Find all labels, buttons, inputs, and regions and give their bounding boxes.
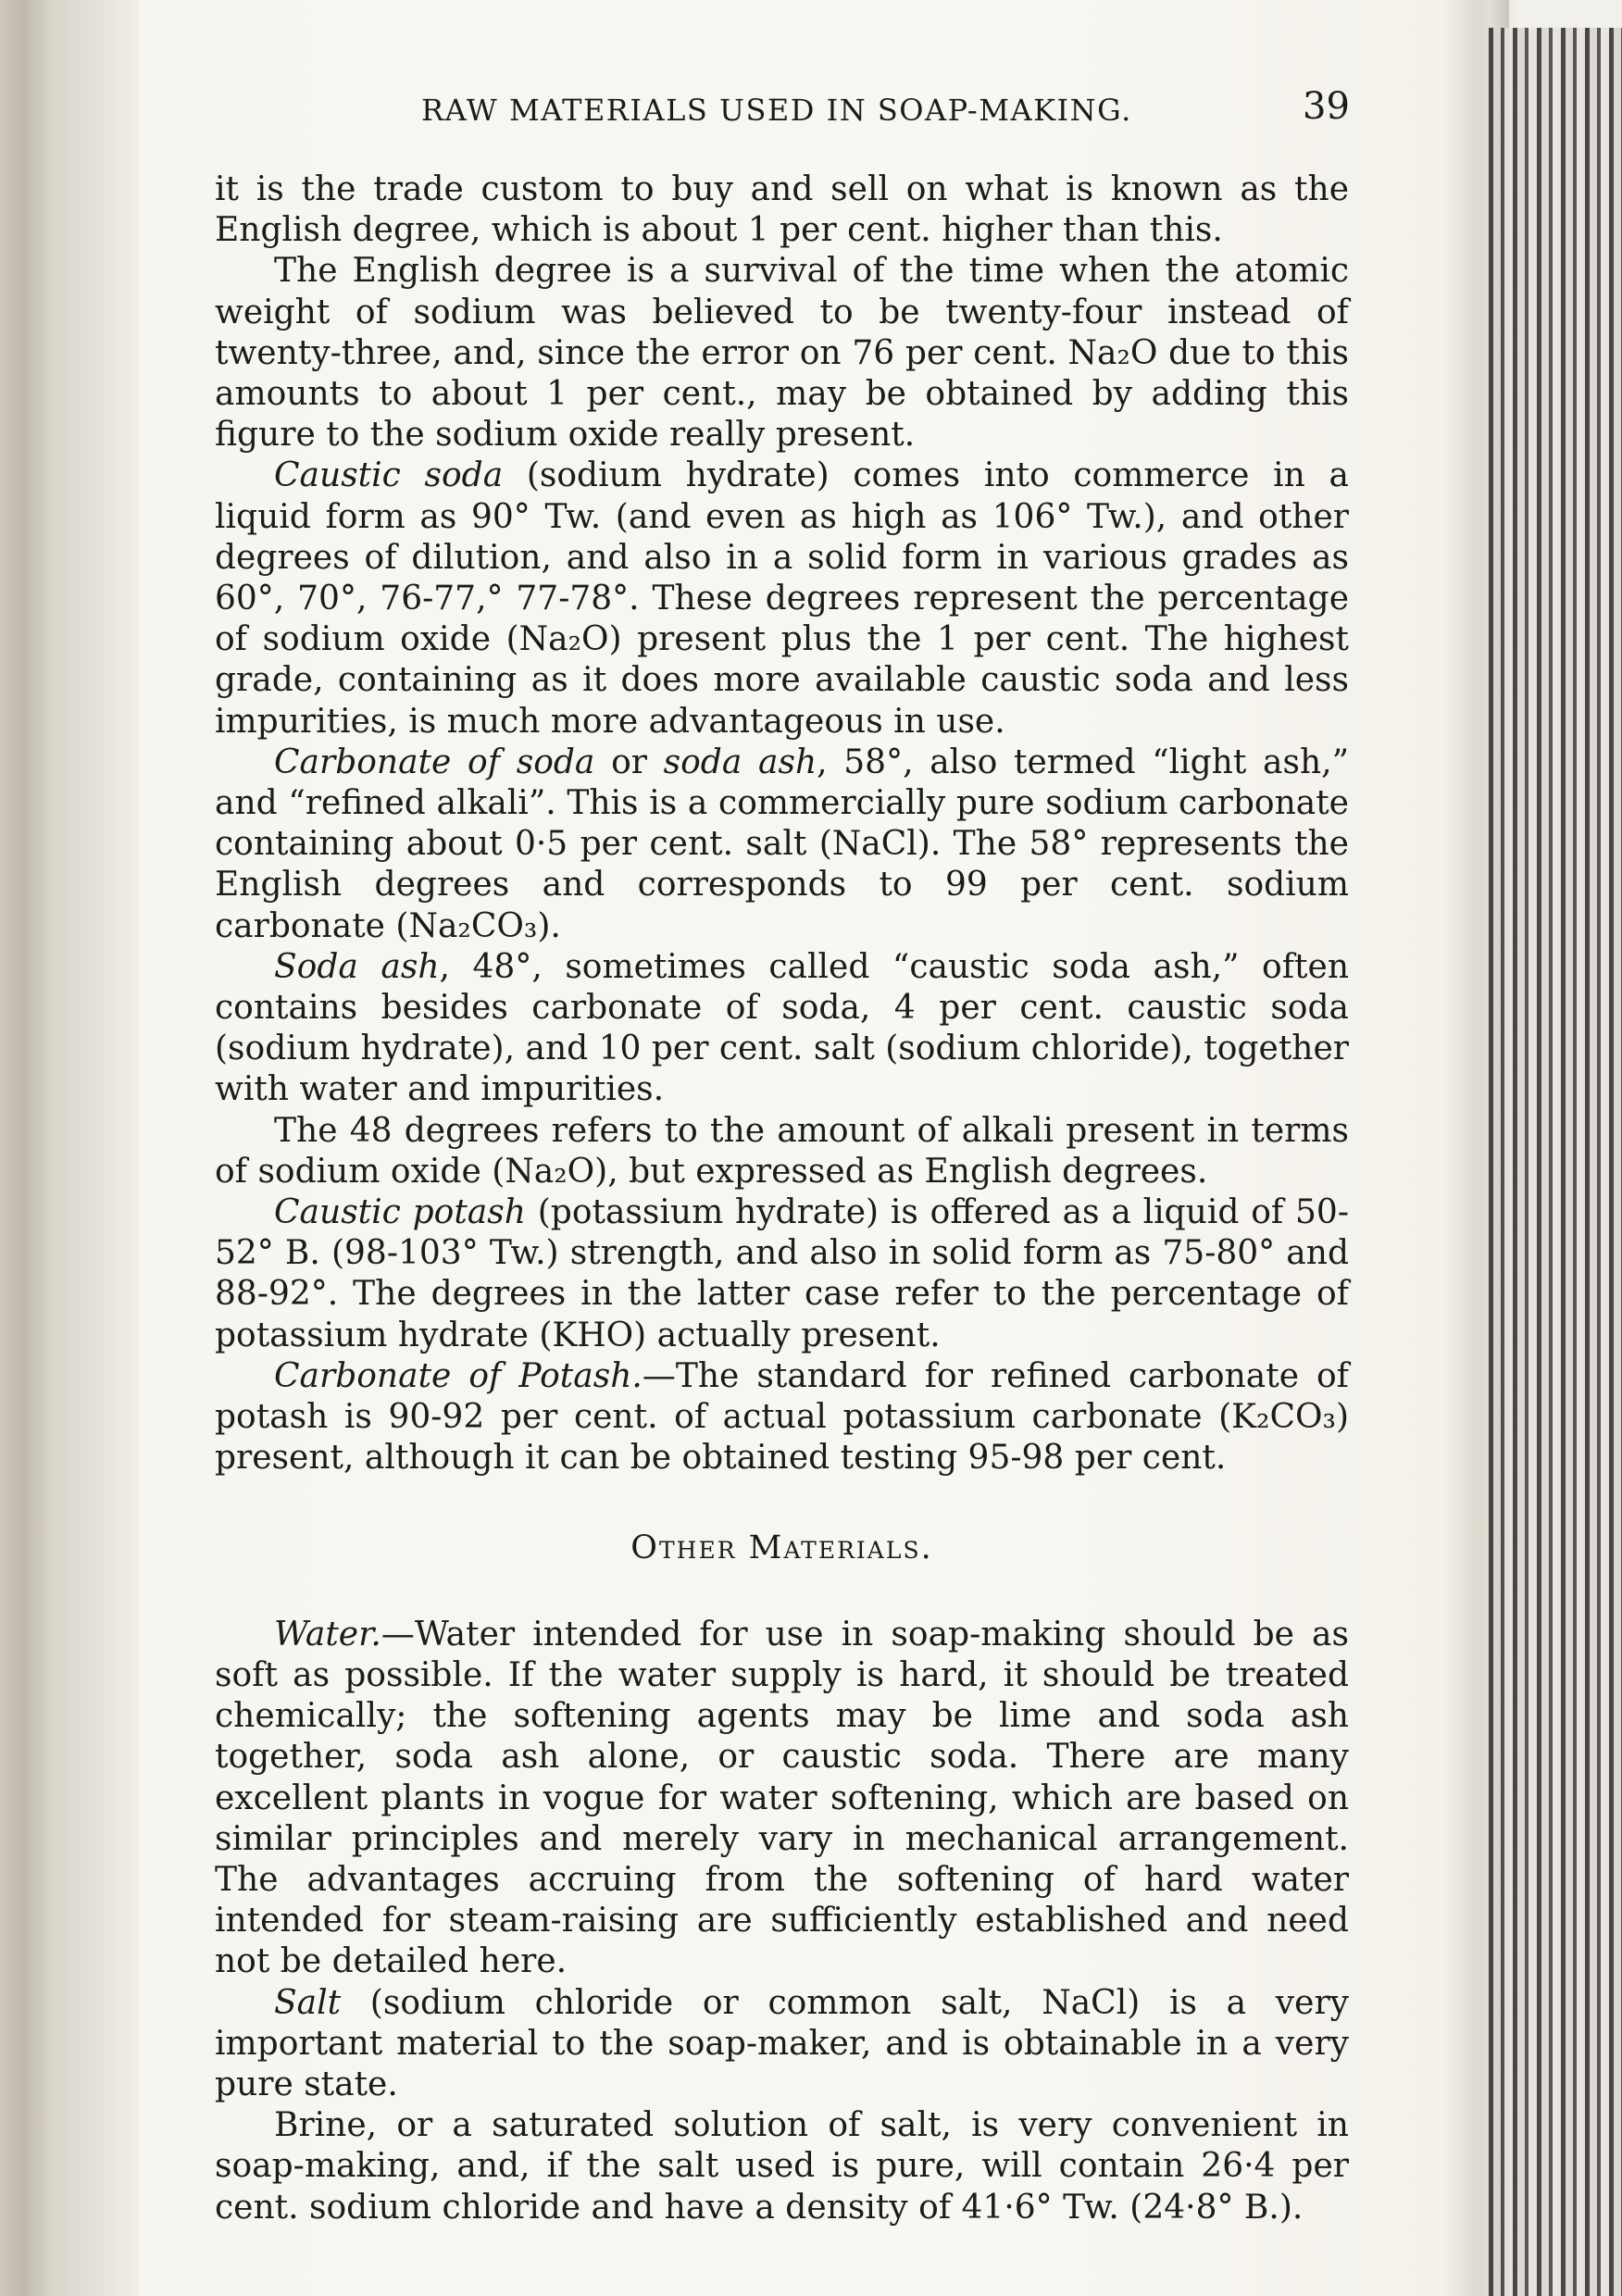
paragraph-continuation: it is the trade custom to buy and sell on what is known as the English degree, which is about 1 per cent. higher than this. bbox=[215, 170, 1349, 250]
term-carbonate-of-soda: Carbonate of soda bbox=[274, 742, 595, 781]
paragraph-carbonate-of-potash: Carbonate of Potash.—The standard for refined carbonate of potash is 90-92 per cent. of actual potassium carbonate (K₂CO₃) present, although it can be obtained testing 95-98 per cent. bbox=[215, 1356, 1350, 1478]
section-heading: Other Materials. bbox=[630, 1529, 933, 1566]
term-soda-ash-48: Soda ash bbox=[274, 947, 440, 986]
body-text bbox=[215, 169, 1349, 2228]
page-number: 39 bbox=[1303, 85, 1350, 128]
running-head: RAW MATERIALS USED IN SOAP-MAKING. bbox=[421, 93, 1132, 128]
paragraph-carbonate-of-soda: Carbonate of soda or soda ash, 58°, also termed “light ash,” and “refined alkali”. This is a commercially pure sodium carbonate containing about 0·5 per cent. salt (NaCl). The 58° represents the English degrees and corresponds to 99 per cent. sodium carbonate (Na₂CO₃). bbox=[215, 742, 1349, 945]
paragraph-salt: Salt (sodium chloride or common salt, NaCl) is a very important material to the soap-maker, and is obtainable in a very pure state. bbox=[215, 1983, 1349, 2103]
paragraph-caustic-potash: Caustic potash (potassium hydrate) is offered as a liquid of 50-52° B. (98-103° Tw.) strength, and also in solid form as 75-80° and 88-92°. The degrees in the latter case refer to the percentage of potassium hydrate (KHO) actually present. bbox=[215, 1193, 1350, 1354]
term-salt: Salt bbox=[274, 1983, 342, 2022]
term-soda-ash: soda ash bbox=[663, 742, 817, 781]
book-page-edges bbox=[1489, 28, 1622, 2296]
term-water: Water. bbox=[274, 1615, 381, 1653]
paragraph-brine: Brine, or a saturated solution of salt, is very convenient in soap-making, and, if the salt used is pure, will contain 26·4 per cent. sodium chloride and have a density of 41·6° Tw. (24·8° B.). bbox=[215, 2106, 1349, 2227]
paragraph-soda-ash: Soda ash, 48°, sometimes called “caustic soda ash,” often contains besides carbonate of soda, 4 per cent. caustic soda (sodium hydrate), and 10 per cent. salt (sodium chloride), together with water and impurities. bbox=[215, 947, 1349, 1109]
term-caustic-potash: Caustic potash bbox=[274, 1193, 526, 1232]
page-gutter-shadow bbox=[0, 0, 139, 2296]
paragraph-english-degree: The English degree is a survival of the time when the atomic weight of sodium was believed to be twenty-four instead of twenty-three, and, since the error on 76 per cent. Na₂O due to this amounts to about 1 per cent., may be obtained by adding this figure to the sodium oxide really present. bbox=[215, 252, 1349, 455]
paragraph-water: Water.—Water intended for use in soap-making should be as soft as possible. If the water supply is hard, it should be treated chemically; the softening agents may be lime and soda ash together, soda ash alone, or caustic soda. There are many excellent plants in vogue for water softening, which are based on similar principles and merely vary in mechanical arrangement. The advantages accruing from the softening of hard water intended for steam-raising are sufficiently established and need not be detailed here. bbox=[215, 1615, 1349, 1981]
paragraph-caustic-soda: Caustic soda (sodium hydrate) comes into commerce in a liquid form as 90° Tw. (and even as high as 106° Tw.), and other degrees of dilution, and also in a solid form in various grades as 60°, 70°, 76-77,° 77-78°. These degrees represent the percentage of sodium oxide (Na₂O) present plus the 1 per cent. The highest grade, containing as it does more available caustic soda and less impurities, is much more advantageous in use. bbox=[215, 456, 1349, 741]
term-carbonate-of-potash: Carbonate of Potash. bbox=[274, 1356, 643, 1395]
term-caustic-soda: Caustic soda bbox=[274, 456, 504, 495]
paragraph-48-degrees: The 48 degrees refers to the amount of alkali present in terms of sodium oxide (Na₂O), but expressed as English degrees. bbox=[215, 1111, 1349, 1191]
